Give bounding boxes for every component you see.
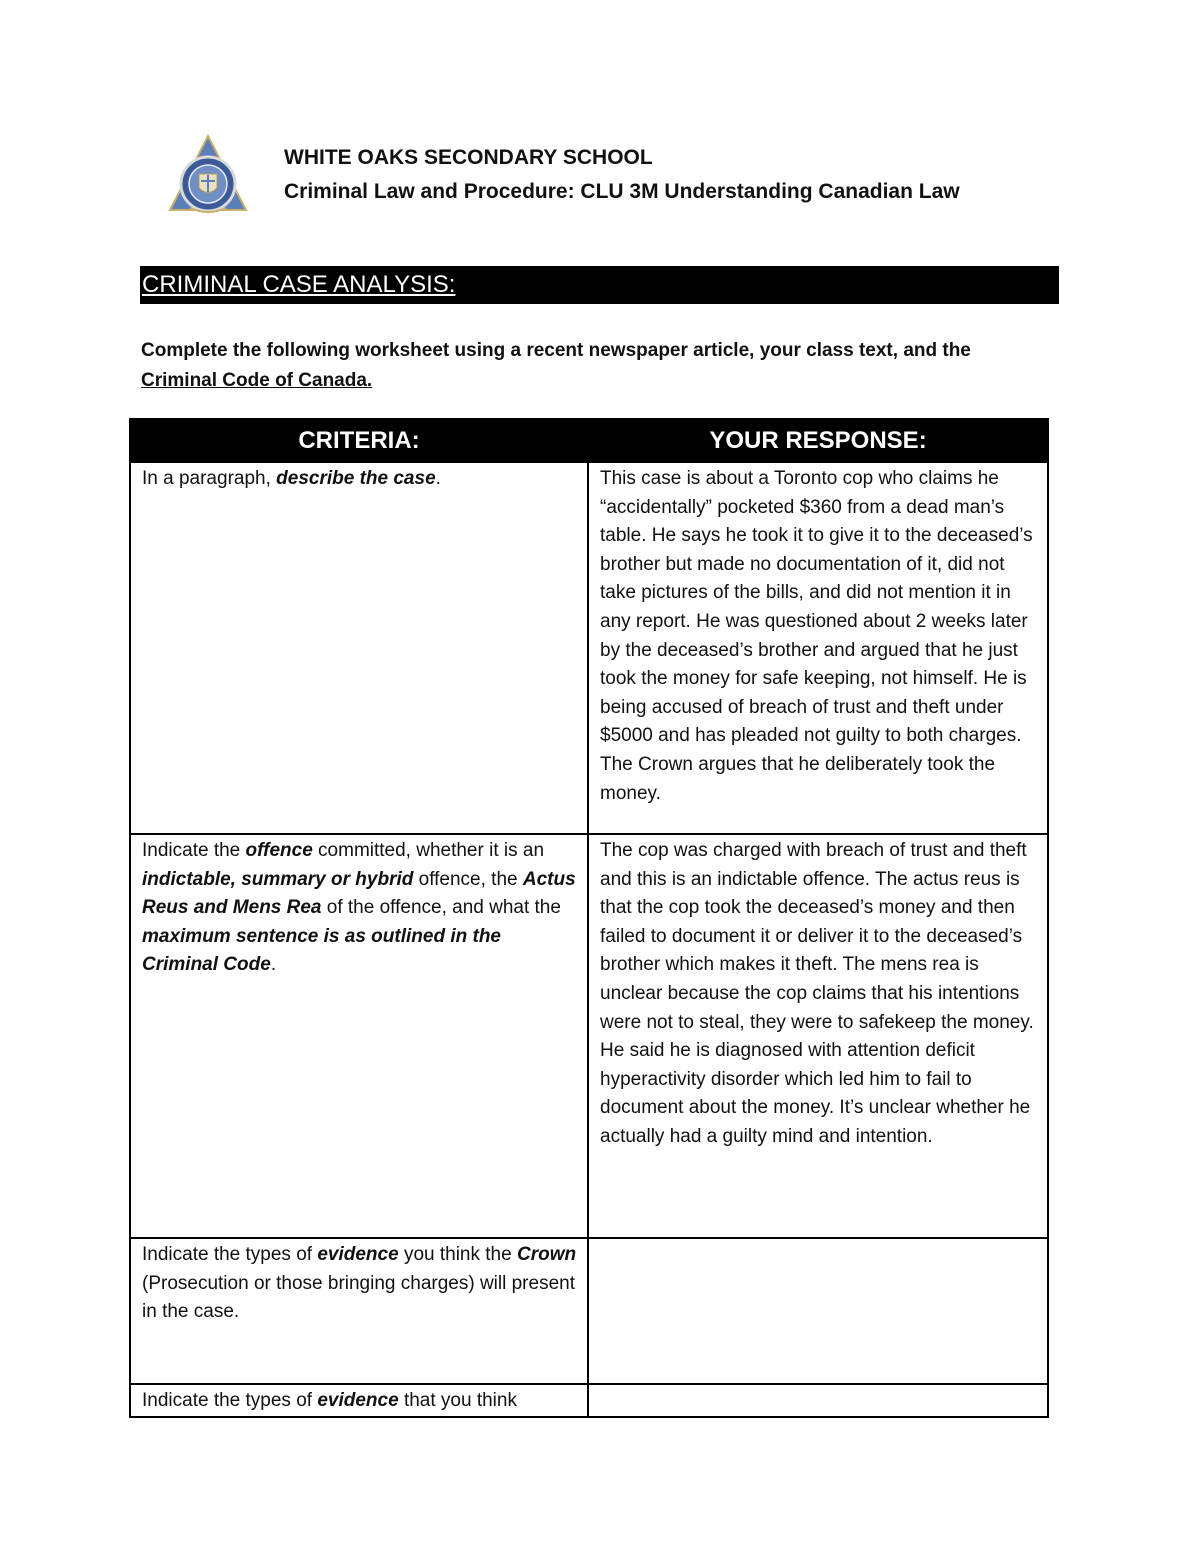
- criteria-emphasis: Actus Reus and Mens Rea: [142, 868, 576, 919]
- instructions-text: Complete the following worksheet using a recent newspaper article, your class text, and the: [141, 340, 971, 361]
- criteria-cell: [130, 1384, 588, 1417]
- criminal-code-reference: Criminal Code of Canada.: [141, 370, 373, 391]
- table-row: [130, 462, 1048, 834]
- criteria-emphasis: maximum sentence is as outlined in the Criminal Code: [142, 925, 501, 976]
- course-title: Criminal Law and Procedure: CLU 3M Understanding Canadian Law: [284, 180, 960, 203]
- section-title: CRIMINAL CASE ANALYSIS:: [142, 271, 456, 298]
- criteria-text: that you think: [398, 1390, 517, 1411]
- response-text: The cop was charged with breach of trust and theft and this is an indictable offence. The actus reus is that the cop took the deceased’s money and then failed to document it or deliver it to the deceased’s brother which makes it theft. The mens rea is unclear because the cop claims that his intentions were not to steal, they were to safekeep the money. He said he is diagnosed with attention deficit hyperactivity disorder which led him to fail to document about the money. It’s unclear whether he actually had a guilty mind and intention.: [600, 840, 1034, 1147]
- criteria-emphasis: indictable, summary or hybrid: [142, 868, 414, 890]
- criteria-emphasis: evidence: [317, 1390, 399, 1411]
- school-crest-icon: [168, 134, 248, 216]
- criteria-text: .: [270, 954, 277, 976]
- table-row: [130, 1238, 1048, 1384]
- criteria-text: Indicate the: [142, 840, 246, 861]
- criteria-table: [129, 418, 1049, 1418]
- response-header: YOUR RESPONSE:: [588, 419, 1048, 462]
- criteria-emphasis: Crown: [516, 1244, 577, 1265]
- criteria-text: offence, the: [413, 868, 523, 890]
- school-name: WHITE OAKS SECONDARY SCHOOL: [284, 146, 653, 169]
- criteria-emphasis: evidence: [317, 1244, 399, 1265]
- criteria-cell: [130, 1238, 588, 1384]
- instructions: [141, 336, 1071, 396]
- criteria-text: Indicate the types of: [142, 1390, 318, 1411]
- response-cell[interactable]: [588, 1238, 1048, 1384]
- criteria-text: committed, whether it is an: [312, 840, 545, 861]
- criteria-cell: [130, 834, 588, 1238]
- criteria-header: CRITERIA:: [130, 419, 588, 462]
- criteria-text: (Prosecution or those bringing charges) will present in the case.: [142, 1272, 575, 1323]
- criteria-emphasis: offence: [245, 840, 313, 861]
- response-cell[interactable]: [588, 462, 1048, 834]
- criteria-text: .: [435, 468, 441, 489]
- section-title-bar: [140, 266, 1059, 304]
- criteria-text: In a paragraph,: [142, 468, 277, 489]
- table-row: [130, 1384, 1048, 1417]
- response-cell[interactable]: [588, 1384, 1048, 1417]
- table-row: [130, 834, 1048, 1238]
- criteria-text: of the offence, and what the: [321, 897, 561, 919]
- criteria-emphasis: describe the case: [276, 468, 436, 489]
- criteria-text: Indicate the types of: [142, 1244, 318, 1265]
- criteria-text: you think the: [398, 1244, 517, 1265]
- response-text: This case is about a Toronto cop who claims he “accidentally” pocketed $360 from a dead man’s table. He says he took it to give it to the deceased’s brother but made no documentation of it, did not take pictures of the bills, and did not mention it in any report. He was questioned about 2 weeks later by the deceased’s brother and argued that he just took the money for safe keeping, not himself. He is being accused of breach of trust and theft under $5000 and has pleaded not guilty to both charges. The Crown argues that he deliberately took the money.: [600, 468, 1033, 804]
- table-header-row: [130, 419, 1048, 462]
- response-cell[interactable]: [588, 834, 1048, 1238]
- criteria-cell: [130, 462, 588, 834]
